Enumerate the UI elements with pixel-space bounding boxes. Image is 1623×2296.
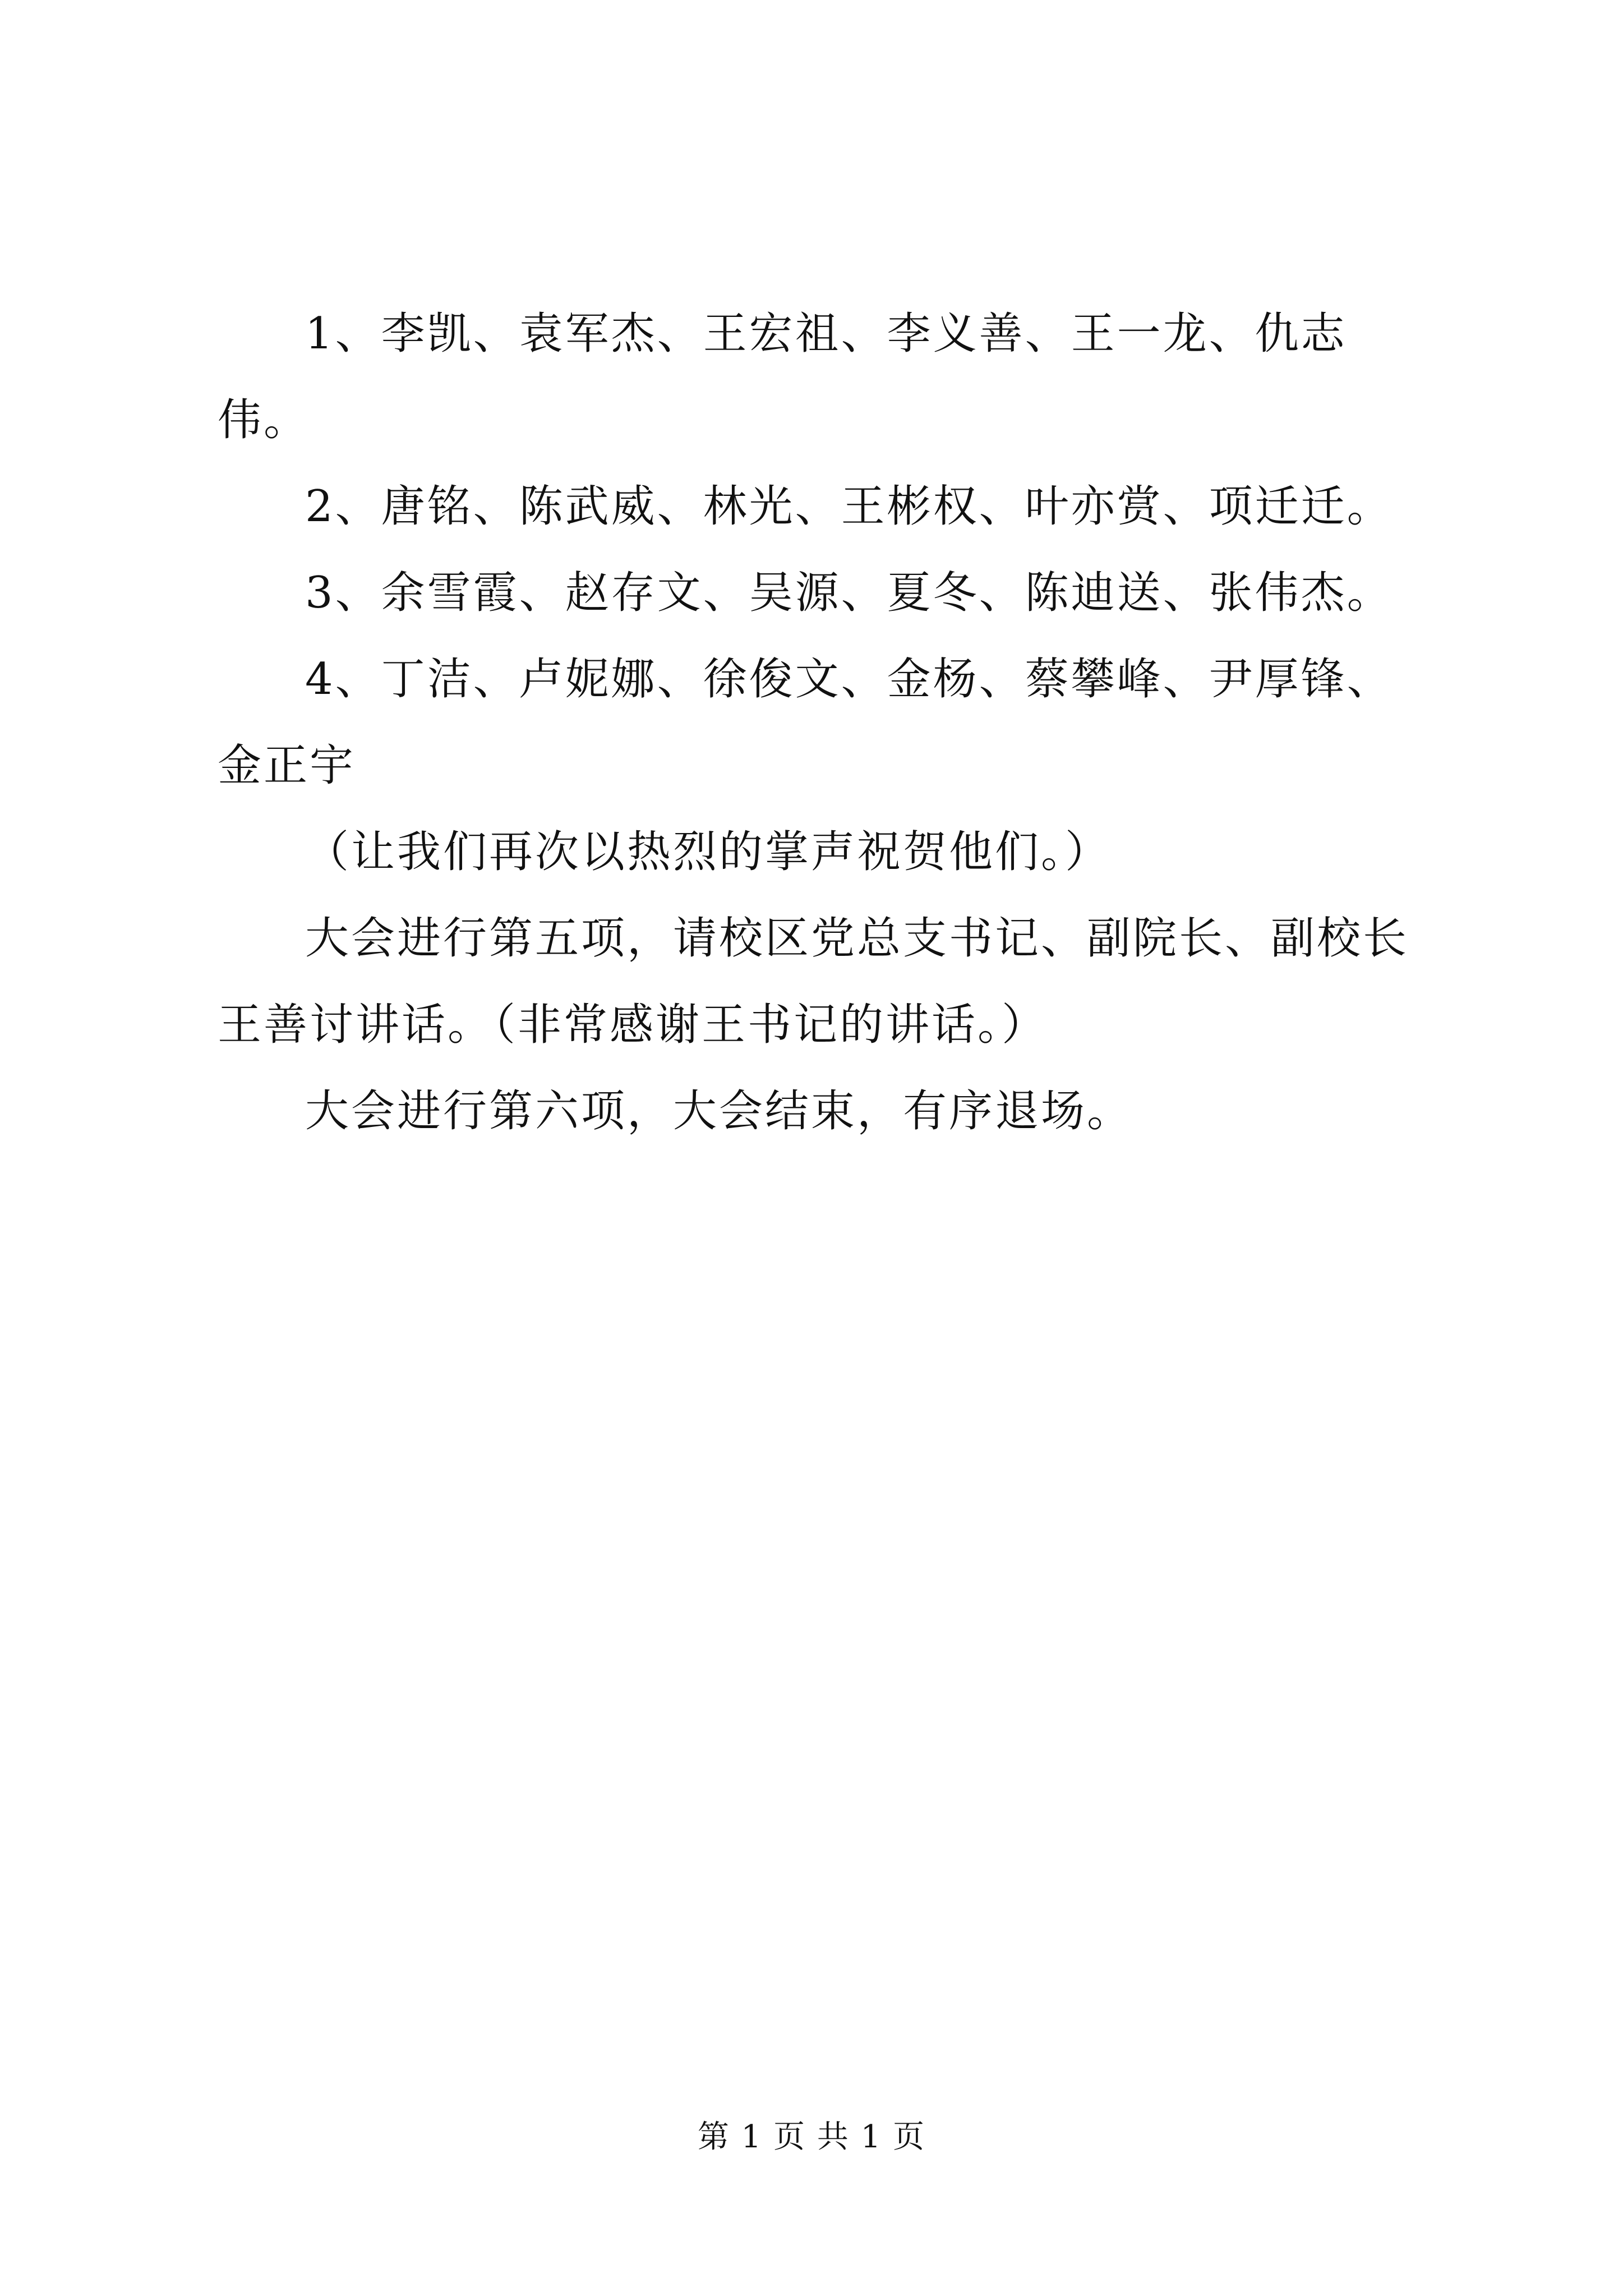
agenda-item-6: 大会进行第六项，大会结束，有序退场。 <box>305 1086 1133 1137</box>
list-item-4: 4、丁洁、卢妮娜、徐俊文、金杨、蔡攀峰、尹厚锋、金正宇 <box>218 654 1393 791</box>
agenda-item-5: 大会进行第五项，请校区党总支书记、副院长、副校长王善讨讲话。（非常感谢王书记的讲话。） <box>218 913 1409 1050</box>
applause-note: （让我们再次以热烈的掌声祝贺他们。） <box>305 827 1112 877</box>
list-item-3: 3、余雪霞、赵存文、吴源、夏冬、陈迪送、张伟杰。 <box>305 568 1393 618</box>
list-item-2: 2、唐铭、陈武威、林光、王彬权、叶亦赏、项迁迁。 <box>305 481 1393 532</box>
page-footer: 第 1 页 共 1 页 <box>697 2119 926 2155</box>
document-body <box>218 291 1435 1154</box>
list-item-1: 1、李凯、袁军杰、王宏祖、李义善、王一龙、仇志伟。 <box>218 309 1347 445</box>
